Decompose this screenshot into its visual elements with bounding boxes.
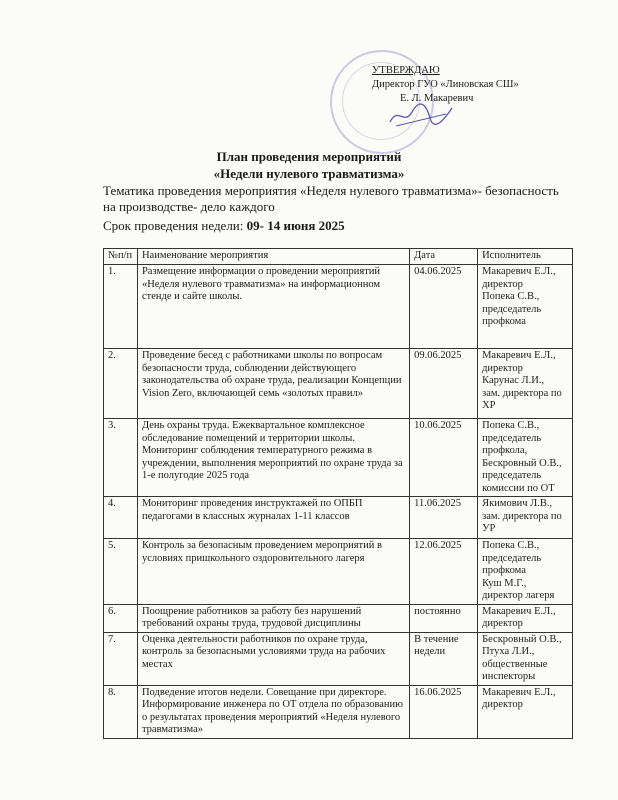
executor-line: зам. директора по xyxy=(482,510,562,522)
row-event: Поощрение работников за работу без нарушений требований охраны труда, трудовой дисциплины xyxy=(137,604,409,632)
executor-line: директор xyxy=(482,699,523,710)
table-row xyxy=(104,539,573,605)
table-row xyxy=(104,265,573,349)
executor-line: УР xyxy=(482,523,496,534)
executor-line: Макаревич Е.Л., xyxy=(482,686,556,698)
document-title-line-1: План проведения мероприятий xyxy=(216,149,402,164)
approval-line-1: УТВЕРЖДАЮ xyxy=(372,65,440,76)
executor-line: Куш М.Г., xyxy=(482,577,527,589)
row-date: 09.06.2025 xyxy=(410,349,478,419)
row-executors xyxy=(478,632,573,685)
row-date: постоянно xyxy=(410,604,478,632)
row-date: 12.06.2025 xyxy=(410,539,478,605)
executor-line: Птуха Л.И., xyxy=(482,646,535,657)
executor-line: Бескровный О.В., xyxy=(482,457,562,469)
row-number: 3. xyxy=(104,419,138,497)
row-executors xyxy=(478,604,573,632)
executor-line: Карунас Л.И., xyxy=(482,375,545,386)
executor-line: директор xyxy=(482,278,523,290)
executor-line: председатель xyxy=(482,470,542,481)
executor-line: директор xyxy=(482,618,523,629)
executor-line: Бескровный О.В., xyxy=(482,633,562,645)
executor-line: Попека С.В., xyxy=(482,420,540,431)
row-executors xyxy=(478,419,573,497)
executor-line: зам. директора по xyxy=(482,387,562,399)
row-event: День охраны труда. Ежеквартальное комплексное обследование помещений и территории школы. Мониторинг соблюдения температурного режима в учреждении, выполнения мероприятий по охране труда за 1-е полугодие 2025 года xyxy=(137,419,409,497)
row-date: 04.06.2025 xyxy=(410,265,478,349)
row-date: В течение недели xyxy=(410,632,478,685)
table-row xyxy=(104,685,573,738)
row-date: 10.06.2025 xyxy=(410,419,478,497)
row-executors xyxy=(478,349,573,419)
deadline xyxy=(103,218,345,234)
row-number: 4. xyxy=(104,497,138,539)
executor-line: Макаревич Е.Л., xyxy=(482,266,556,277)
row-event: Контроль за безопасным проведением мероприятий в условиях пришкольного оздоровительного лагеря xyxy=(137,539,409,605)
executor-line: ХР xyxy=(482,400,496,411)
document-title-line-2: «Недели нулевого травматизма» xyxy=(213,166,405,181)
executor-line: председатель xyxy=(482,432,542,444)
row-executors xyxy=(478,539,573,605)
row-event: Оценка деятельности работников по охране труда, контроль за безопасными условиями труда на рабочих местах xyxy=(137,632,409,685)
row-date: 11.06.2025 xyxy=(410,497,478,539)
executor-line: директор лагеря xyxy=(482,590,555,601)
events-table xyxy=(103,248,573,739)
table-row xyxy=(104,497,573,539)
approval-line-2: Директор ГУО «Линовская СШ» xyxy=(372,79,519,90)
row-executors xyxy=(478,685,573,738)
row-event: Подведение итогов недели. Совещание при директоре. Информирование инженера по ОТ отдела по образованию о результатах проведения мероприятий «Неделя нулевого травматизма» xyxy=(137,685,409,738)
approval-line-3: Е. Л. Макаревич xyxy=(400,93,474,104)
row-event: Мониторинг проведения инструктажей по ОПБП педагогами в классных журналах 1-11 классов xyxy=(137,497,409,539)
table-row xyxy=(104,349,573,419)
executor-line: председатель xyxy=(482,303,542,315)
table-row xyxy=(104,419,573,497)
executor-line: Макаревич Е.Л., xyxy=(482,350,556,361)
executor-line: Якимович Л.В., xyxy=(482,498,553,509)
row-number: 6. xyxy=(104,604,138,632)
deadline-value: 09- 14 июня 2025 xyxy=(246,218,345,233)
executor-line: профкома xyxy=(482,565,526,576)
executor-line: Попека С.В., xyxy=(482,291,540,302)
row-executors xyxy=(478,265,573,349)
row-event: Проведение бесед с работниками школы по вопросам безопасности труда, соблюдении действующего законодательства об охране труда, реализации Концепции Vision Zero, включающей семь «золотых правил» xyxy=(137,349,409,419)
table-header-row xyxy=(104,249,573,265)
executor-line: директор xyxy=(482,362,523,374)
row-number: 5. xyxy=(104,539,138,605)
row-executors xyxy=(478,497,573,539)
executor-line: Макаревич Е.Л., xyxy=(482,605,556,617)
row-number: 7. xyxy=(104,632,138,685)
table-row xyxy=(104,632,573,685)
executor-line: профкома xyxy=(482,316,526,327)
row-number: 2. xyxy=(104,349,138,419)
executor-line: председатель xyxy=(482,552,542,564)
header-executor: Исполнитель xyxy=(478,249,573,265)
executor-line: инспекторы xyxy=(482,671,536,682)
table-row xyxy=(104,604,573,632)
row-event: Размещение информации о проведении мероприятий «Неделя нулевого травматизма» на информационном стенде и сайте школы. xyxy=(137,265,409,349)
executor-line: комиссии по ОТ xyxy=(482,482,555,494)
header-number: №п/п xyxy=(104,249,138,265)
executor-line: профкола, xyxy=(482,445,528,456)
header-date: Дата xyxy=(410,249,478,265)
row-date: 16.06.2025 xyxy=(410,685,478,738)
executor-line: Попека С.В., xyxy=(482,540,540,551)
header-event: Наименование мероприятия xyxy=(137,249,409,265)
row-number: 8. xyxy=(104,685,138,738)
approval-block xyxy=(372,64,519,106)
subject-text: Тематика проведения мероприятия «Неделя нулевого травматизма»- безопасность на производстве- дело каждого xyxy=(103,183,559,214)
deadline-label: Срок проведения недели: xyxy=(103,218,244,233)
executor-line: общественные xyxy=(482,658,548,670)
row-number: 1. xyxy=(104,265,138,349)
